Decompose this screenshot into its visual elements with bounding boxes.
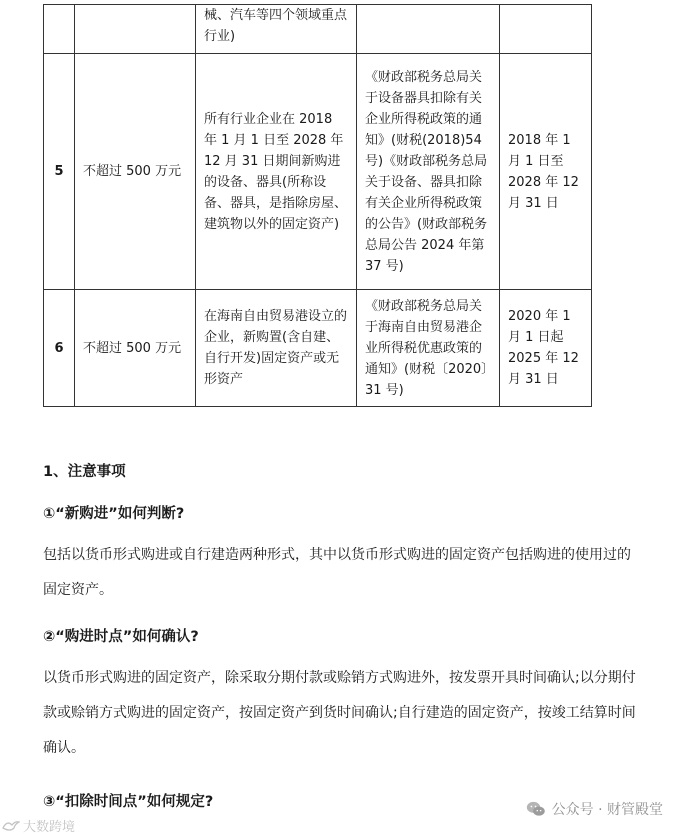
watermark-text: 公众号 · 财管殿堂 <box>551 802 663 818</box>
bird-logo-icon <box>2 819 20 833</box>
row-number: 6 <box>44 290 75 407</box>
row-number: 5 <box>44 54 75 290</box>
question-1-body: 包括以货币形式购进或自行建造两种形式，其中以货币形式购进的固定资产包括购进的使用过的固定资产。 <box>43 547 631 598</box>
wechat-icon <box>526 800 546 818</box>
corner-mark-text: 大数跨境 <box>23 820 76 835</box>
amount-cell <box>75 5 196 54</box>
scope-cell: 所有行业企业在 2018 年 1 月 1 日至 2028 年 12 月 31 日期间新购进的设备、器具(所称设备、器具，是指除房屋、建筑物以外的固定资产) <box>196 54 357 290</box>
policy-cell: 《财政部税务总局关于设备器具扣除有关企业所得税政策的通知》(财税(2018)54 号)《财政部税务总局关于设备、器具扣除有关企业所得税政策的公告》(财政部税务总局公告 2024 年第 37 号) <box>357 54 500 290</box>
notes-title: 1、注意事项 <box>43 464 126 480</box>
table-row <box>44 290 592 407</box>
corner-mark <box>2 816 75 835</box>
table-row <box>44 5 592 54</box>
period-cell: 2020 年 1 月 1 日起 2025 年 12 月 31 日 <box>500 290 592 407</box>
amount-cell: 不超过 500 万元 <box>75 54 196 290</box>
period-cell: 2018 年 1 月 1 日至 2028 年 12 月 31 日 <box>500 54 592 290</box>
scope-cell: 在海南自由贸易港设立的企业，新购置(含自建、自行开发)固定资产或无形资产 <box>196 290 357 407</box>
policy-cell: 《财政部税务总局关于海南自由贸易港企业所得税优惠政策的通知》(财税〔2020〕31 号) <box>357 290 500 407</box>
policy-table <box>43 4 592 407</box>
question-2-title: ②“购进时点”如何确认? <box>43 629 199 645</box>
question-3-title: ③“扣除时间点”如何规定? <box>43 794 214 810</box>
watermark <box>526 799 663 819</box>
question-1-title: ①“新购进”如何判断? <box>43 506 185 522</box>
row-number <box>44 5 75 54</box>
period-cell <box>500 5 592 54</box>
question-2-body: 以货币形式购进的固定资产，除采取分期付款或赊销方式购进外，按发票开具时间确认;以分期付款或赊销方式购进的固定资产，按固定资产到货时间确认;自行建造的固定资产，按竣工结算时间确认。 <box>43 670 636 756</box>
table-row <box>44 54 592 290</box>
scope-cell: 械、汽车等四个领域重点行业) <box>196 5 357 54</box>
policy-cell <box>357 5 500 54</box>
amount-cell: 不超过 500 万元 <box>75 290 196 407</box>
